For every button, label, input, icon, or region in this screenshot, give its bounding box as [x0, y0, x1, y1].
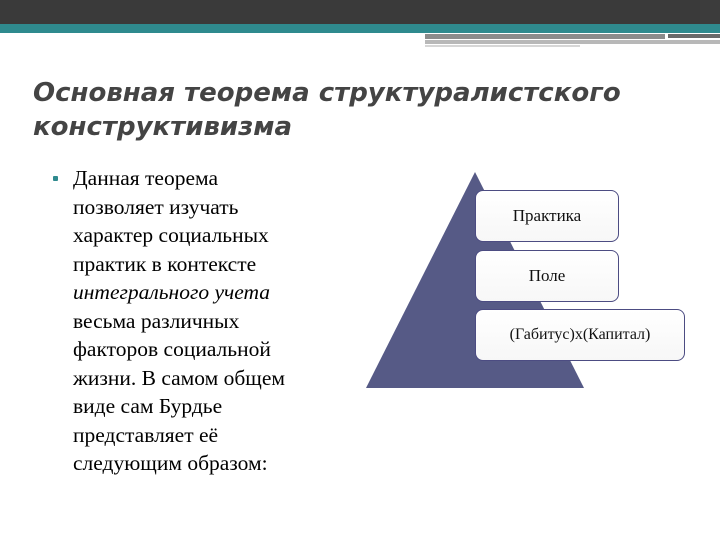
text-line: представляет её [73, 422, 219, 447]
slide-title-line: конструктивизма [33, 112, 293, 142]
text-line: характер социальных [73, 223, 269, 247]
slide-title-line: Основная теорема структуралистского [33, 78, 621, 108]
pyramid-level-label: Поле [528, 266, 566, 285]
text-line: позволяет изучать [73, 194, 239, 219]
text-line: факторов социальной [73, 337, 271, 361]
pyramid-level-label: Практика [512, 206, 582, 225]
pyramid-level-label: (Габитус)x(Капитал) [509, 326, 651, 343]
pyramid-level-practice [475, 190, 619, 242]
text-line: виде сам Бурдье [73, 394, 223, 418]
text-line: Данная теорема [73, 166, 219, 190]
pyramid-level-habitus-capital [475, 309, 685, 361]
text-line: весьма различных [73, 308, 240, 333]
text-line: следующим образом: [73, 451, 268, 475]
pyramid-level-field [475, 250, 619, 302]
text-line: практик в контексте [73, 251, 257, 276]
text-line: жизни. В самом общем [73, 365, 285, 390]
text-line-emphasis: интегрального учета [73, 280, 271, 304]
